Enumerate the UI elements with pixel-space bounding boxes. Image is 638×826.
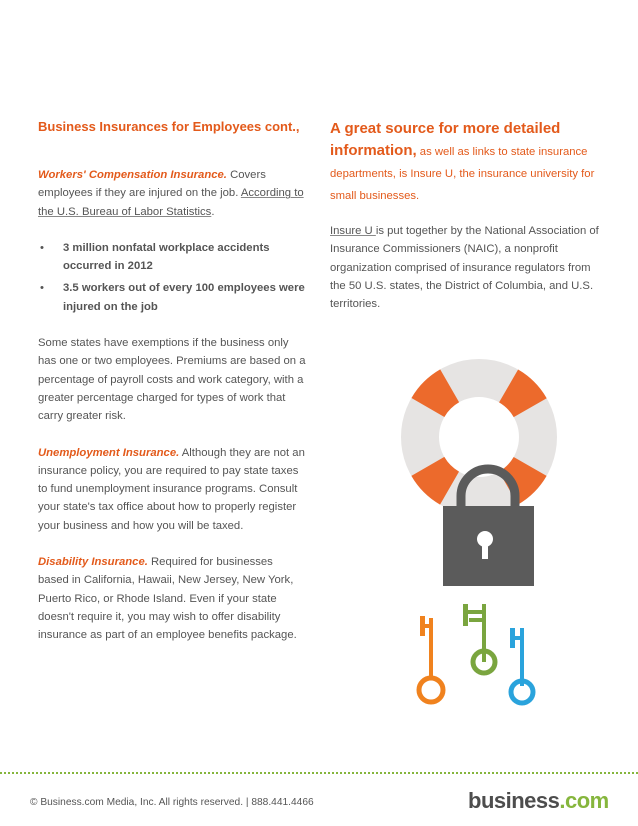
bullet-marker: • bbox=[40, 241, 44, 254]
bullet-marker: • bbox=[40, 282, 44, 295]
exemptions-paragraph: Some states have exemptions if the business only has one or two employees. Premiums are based on a percentage of payroll costs and work category, with a greater percentage charged for types of work that carry greater risk. bbox=[38, 337, 306, 423]
logo-suffix: .com bbox=[559, 788, 609, 813]
sidebar-heading-rest: as well as links to state insurance departments, is Insure U, the insurance university for small businesses. bbox=[330, 146, 595, 202]
workers-comp-text: Covers employees if they are injured on the job. bbox=[38, 169, 266, 200]
right-column bbox=[330, 118, 605, 313]
statistics-list bbox=[38, 239, 306, 316]
key-icon bbox=[419, 616, 443, 702]
workers-comp-end: . bbox=[211, 205, 215, 218]
list-item bbox=[38, 279, 306, 316]
footer-copyright: © Business.com Media, Inc. All rights reserved. | 888.441.4466 bbox=[30, 797, 314, 808]
life-ring-icon bbox=[420, 378, 538, 496]
workers-comp-paragraph bbox=[38, 166, 306, 221]
disability-paragraph bbox=[38, 553, 306, 644]
logo-main-text: business bbox=[468, 788, 560, 813]
disability-term: Disability Insurance. bbox=[38, 556, 148, 569]
business-com-logo bbox=[468, 789, 609, 813]
insure-u-link[interactable]: Insure U bbox=[330, 225, 376, 237]
workers-comp-term: Workers' Compensation Insurance. bbox=[38, 169, 227, 181]
insurance-illustration bbox=[398, 356, 560, 712]
list-item bbox=[38, 239, 306, 276]
left-column bbox=[38, 118, 306, 645]
disability-text: Required for businesses based in California, Hawaii, New Jersey, New York, Puerto Rico, or Rhode Island. Even if your state doesn't require it, you may wish to offer disability insurance as part of an employee benefits package. bbox=[38, 556, 297, 642]
bullet-text: 3.5 workers out of every 100 employees were injured on the job bbox=[63, 282, 305, 313]
key-icon bbox=[510, 628, 533, 703]
bullet-text: 3 million nonfatal workplace accidents occurred in 2012 bbox=[63, 241, 270, 273]
bls-link[interactable]: According to the U.S. Bureau of Labor Statistics bbox=[38, 187, 304, 218]
sidebar-heading bbox=[330, 118, 605, 206]
unemployment-text: Although they are not an insurance policy, you are required to pay state taxes to fund unemployment insurance programs. Consult your state's tax office about how to properly register your business and how you will be taxed. bbox=[38, 446, 305, 532]
insure-u-paragraph bbox=[330, 222, 605, 313]
unemployment-term: Unemployment Insurance. bbox=[38, 446, 180, 459]
section-title: Business Insurances for Employees cont., bbox=[38, 119, 300, 134]
unemployment-paragraph bbox=[38, 444, 306, 535]
sidebar-heading-bold: A great source for more detailed information, bbox=[330, 120, 561, 159]
footer-divider bbox=[0, 772, 638, 774]
insure-u-text: is put together by the National Association of Insurance Commissioners (NAIC), a nonprofit organization comprised of insurance regulators from the 50 U.S. states, the District of Columbia, and U.S. territories. bbox=[330, 225, 599, 311]
key-icon bbox=[463, 604, 495, 673]
